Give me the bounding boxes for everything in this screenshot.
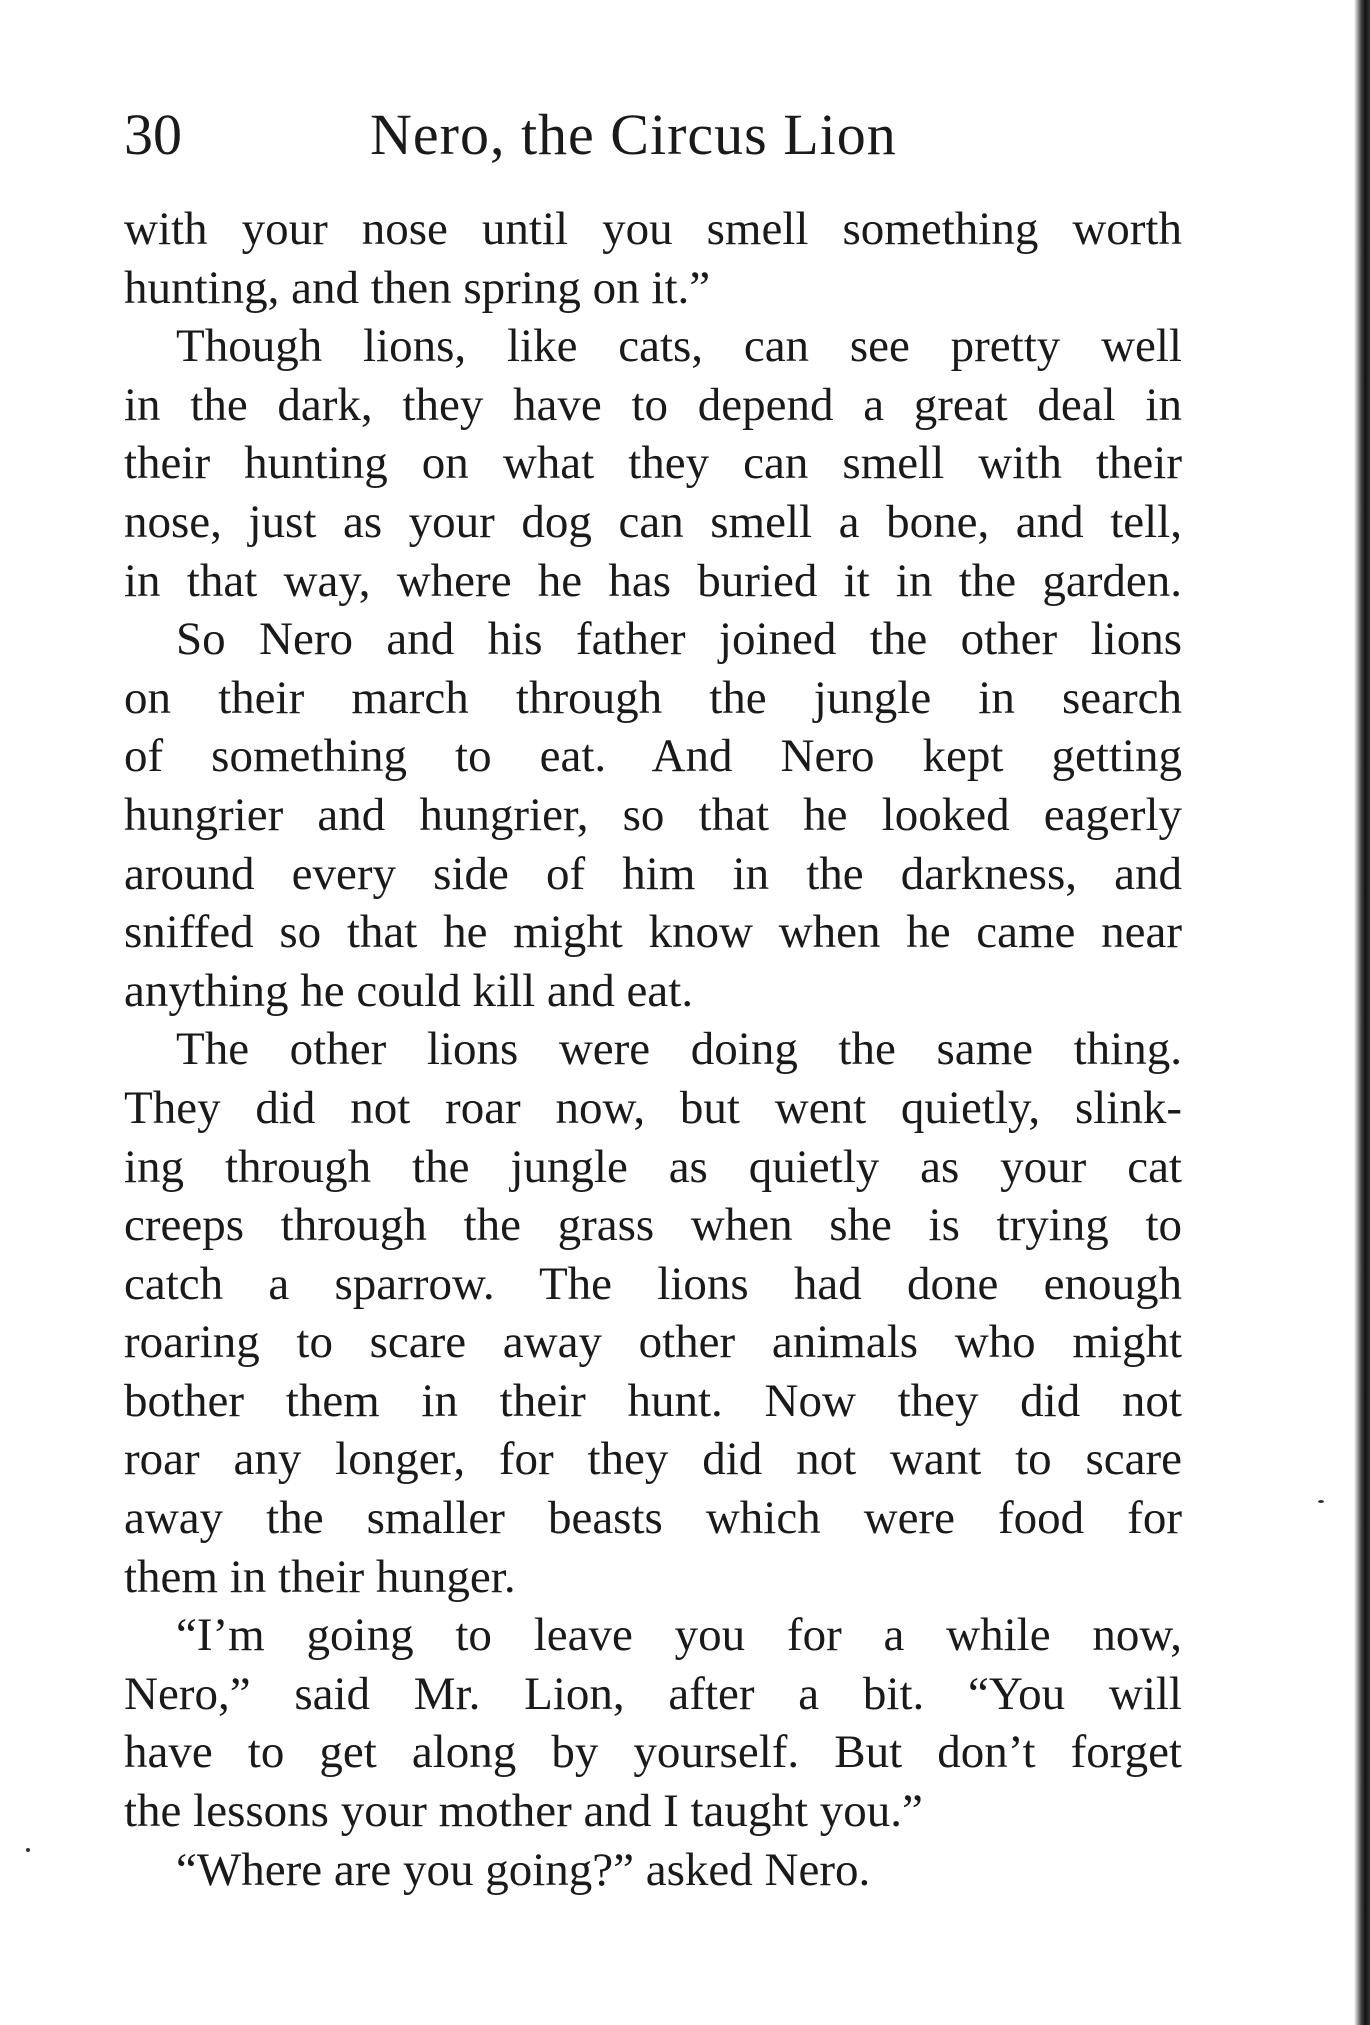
paragraph-3	[124, 610, 1182, 1020]
text-line: roaring to scare away other animals who might	[124, 1316, 1182, 1369]
text-line: away the smaller beasts which were food for	[124, 1492, 1182, 1545]
page-header	[124, 100, 1184, 170]
page-number: 30	[124, 102, 182, 167]
text-line: around every side of him in the darkness, and	[124, 847, 1182, 900]
text-line: of something to eat. And Nero kept getting	[124, 730, 1182, 783]
paragraph-5	[124, 1606, 1182, 1840]
text-line: the lessons your mother and I taught you.”	[124, 1785, 923, 1838]
text-line: them in their hunger.	[124, 1550, 516, 1603]
text-line: So Nero and his father joined the other lions	[176, 613, 1182, 666]
body-text	[124, 200, 1182, 1899]
paragraph-6	[124, 1841, 1182, 1900]
scan-speck	[26, 1848, 30, 1852]
text-line: ing through the jungle as quietly as your cat	[124, 1140, 1182, 1193]
text-line: sniffed so that he might know when he came near	[124, 906, 1182, 959]
text-line: They did not roar now, but went quietly, slink-	[124, 1081, 1182, 1134]
text-line: Though lions, like cats, can see pretty well	[176, 320, 1182, 373]
text-line: in the dark, they have to depend a great deal in	[124, 378, 1182, 431]
text-line: catch a sparrow. The lions had done enough	[124, 1257, 1182, 1310]
text-line: in that way, where he has buried it in the garden.	[124, 554, 1182, 607]
paragraph-1	[124, 200, 1182, 317]
paragraph-4	[124, 1020, 1182, 1606]
text-line: their hunting on what they can smell with their	[124, 437, 1182, 490]
binding-edge-shadow	[1354, 0, 1370, 2025]
text-line: nose, just as your dog can smell a bone, and tell,	[124, 495, 1182, 548]
text-line: anything he could kill and eat.	[124, 964, 694, 1017]
paragraph-2	[124, 317, 1182, 610]
text-line: with your nose until you smell something worth	[124, 203, 1182, 255]
text-line: The other lions were doing the same thing.	[176, 1023, 1182, 1076]
text-line: hungrier and hungrier, so that he looked eagerly	[124, 788, 1182, 841]
text-line: creeps through the grass when she is trying to	[124, 1199, 1182, 1252]
text-line: “Where are you going?” asked Nero.	[176, 1843, 871, 1896]
text-line: have to get along by yourself. But don’t forget	[124, 1726, 1182, 1779]
text-line: Nero,” said Mr. Lion, after a bit. “You will	[124, 1667, 1182, 1720]
text-line: hunting, and then spring on it.”	[124, 261, 711, 314]
running-title: Nero, the Circus Lion	[370, 102, 897, 167]
text-line: on their march through the jungle in search	[124, 671, 1182, 724]
text-line: bother them in their hunt. Now they did not	[124, 1374, 1182, 1427]
text-line: “I’m going to leave you for a while now,	[176, 1609, 1182, 1662]
text-line: roar any longer, for they did not want to scare	[124, 1433, 1182, 1486]
scan-speck	[1318, 1500, 1324, 1503]
